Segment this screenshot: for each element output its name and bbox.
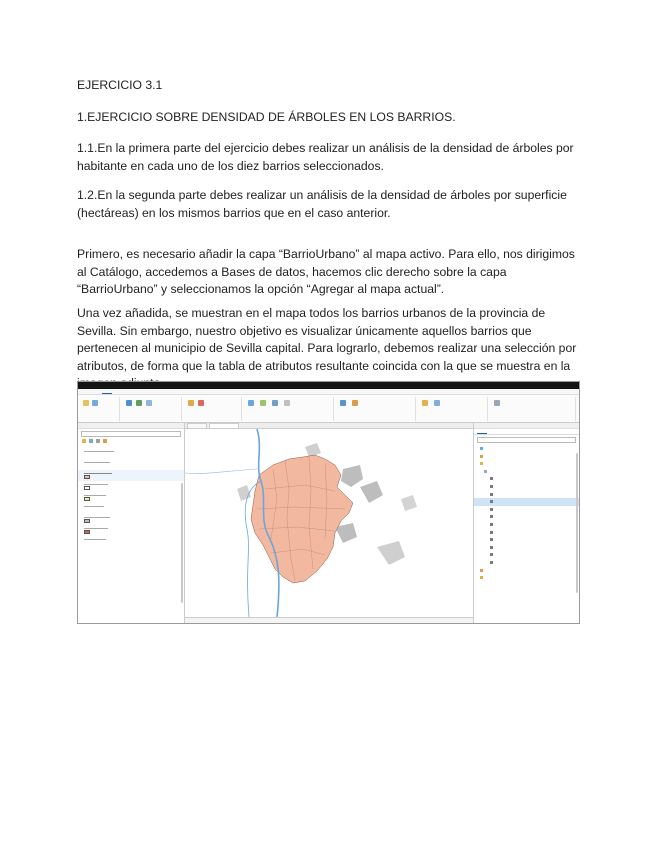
catalog-search-input[interactable]	[477, 437, 576, 443]
layer-item[interactable]	[78, 514, 184, 525]
feature-class-icon	[490, 546, 493, 549]
layer-item[interactable]	[78, 459, 184, 470]
catalog-item-maps[interactable]	[474, 445, 579, 453]
ribbon-tab	[142, 389, 154, 394]
feature-class-icon	[490, 508, 493, 511]
feature-class-icon	[490, 553, 493, 556]
layer-item[interactable]	[78, 481, 184, 492]
add-data-icon	[188, 400, 194, 406]
intro-paragraph: Primero, es necesario añadir la capa “BarrioUrbano” al mapa activo. Para ello, nos dirigimos al Catálogo, accedemos a Bases de datos, hacemos clic derecho sobre la capa “BarrioUrbano” y seleccionamos la opción “Agregar al mapa actual”.	[77, 247, 575, 296]
layer-item[interactable]	[78, 536, 184, 547]
select-by-location-icon	[272, 400, 278, 406]
layer-item[interactable]	[78, 503, 184, 514]
copy-icon	[92, 400, 98, 406]
select-by-attributes-icon	[260, 400, 266, 406]
ribbon-group-layer	[184, 397, 242, 421]
item-1-2: 1.2.En la segunda parte debes realizar un análisis de la densidad de árboles por superficie (hectáreas) en los mismos barrios que en el caso anterior.	[77, 188, 567, 220]
draw-order-icon[interactable]	[82, 439, 86, 443]
layer-name	[84, 459, 110, 463]
feature-class-icon	[490, 477, 493, 480]
ribbon-tab	[201, 389, 211, 394]
ribbon-group-inquiry	[336, 397, 416, 421]
folder-icon	[480, 447, 483, 450]
catalog-tab[interactable]	[493, 429, 503, 434]
layer-swatch	[84, 486, 90, 490]
ribbon-group-selection	[244, 397, 334, 421]
clipboard-icon	[83, 400, 89, 406]
catalog-item-databases[interactable]	[474, 460, 579, 468]
layer-item[interactable]	[78, 448, 184, 459]
feature-class-icon	[490, 523, 493, 526]
added-layer-paragraph: Una vez añadida, se muestran en el mapa todos los barrios urbanos de la provincia de Sevilla. Sin embargo, nuestro objetivo es visualizar únicamente aquellos barrios que pertenecen al municipio de Sevilla capital. Para lograrlo, debemos realizar una selección por atributos, de forma que la tabla de atributos resultante coincida con la que se muestra en la	[77, 306, 577, 373]
toolbox-icon	[480, 455, 483, 458]
layer-swatch	[84, 530, 90, 534]
feature-class-icon	[490, 531, 493, 534]
barrios-swatch	[84, 475, 90, 479]
layer-name	[84, 536, 106, 540]
label-icon	[422, 400, 428, 406]
select-icon	[248, 400, 254, 406]
map-view[interactable]	[185, 423, 473, 623]
editing-icon[interactable]	[103, 439, 107, 443]
ribbon-tab	[121, 389, 133, 394]
measure-icon	[340, 400, 346, 406]
catalog-feature-class[interactable]	[474, 551, 579, 559]
feature-class-icon	[490, 485, 493, 488]
layer-item[interactable]	[78, 492, 184, 503]
contents-scrollbar[interactable]	[181, 483, 183, 603]
layer-name	[84, 503, 104, 507]
feature-class-icon	[490, 500, 493, 503]
explore-icon	[126, 400, 132, 406]
layer-swatch	[84, 519, 90, 523]
ribbon-group-labeling	[418, 397, 488, 421]
geodatabase-icon	[484, 470, 487, 473]
database-icon	[480, 462, 483, 465]
folder-icon	[480, 569, 483, 572]
feature-class-icon	[490, 515, 493, 518]
sync-icon	[494, 400, 500, 406]
basemap-icon	[198, 400, 204, 406]
layer-name	[84, 514, 110, 518]
layer-name	[84, 525, 108, 529]
contents-pane-title	[78, 423, 184, 429]
catalog-feature-class[interactable]	[474, 529, 579, 537]
source-icon[interactable]	[89, 439, 93, 443]
catalog-feature-class[interactable]	[474, 513, 579, 521]
catalog-feature-class[interactable]	[474, 475, 579, 483]
folder-icon	[480, 576, 483, 579]
layer-swatch	[84, 497, 90, 501]
clear-selection-icon	[284, 400, 290, 406]
layer-name	[84, 492, 106, 496]
section-heading: 1.EJERCICIO SOBRE DENSIDAD DE ÁRBOLES EN LOS BARRIOS.	[77, 110, 456, 124]
catalog-feature-class[interactable]	[474, 559, 579, 567]
catalog-feature-class[interactable]	[474, 521, 579, 529]
item-1-1: 1.1.En la primera parte del ejercicio debes realizar un análisis de la densidad de árboles por habitante en cada uno de los diez barrios seleccionados.	[77, 141, 574, 173]
map-status-bar	[185, 617, 473, 623]
catalog-tabs	[474, 429, 579, 435]
catalog-tab-project[interactable]	[477, 429, 487, 434]
bookmark-icon	[136, 400, 142, 406]
exercise-title: EJERCICIO 3.1	[77, 78, 163, 92]
zoom-icon	[146, 400, 152, 406]
catalog-feature-class[interactable]	[474, 536, 579, 544]
catalog-scrollbar[interactable]	[576, 453, 578, 593]
layer-name	[84, 448, 114, 452]
layer-item[interactable]	[78, 525, 184, 536]
catalog-item-geodatabase[interactable]	[474, 468, 579, 476]
catalog-tab[interactable]	[509, 429, 523, 434]
download-map-icon	[434, 400, 440, 406]
ribbon-group-navigate	[122, 397, 182, 421]
ribbon-tab-active	[102, 389, 112, 394]
ribbon-tab	[163, 389, 173, 394]
contents-search-input[interactable]	[81, 431, 181, 437]
catalog-pane	[473, 423, 579, 623]
map-canvas	[185, 429, 473, 617]
layer-name	[84, 481, 108, 485]
catalog-item-toolboxes[interactable]	[474, 453, 579, 461]
contents-pane	[78, 423, 185, 623]
contents-toolbar	[82, 439, 184, 448]
feature-class-icon	[490, 493, 493, 496]
catalog-feature-class-barrio-urbano[interactable]	[474, 498, 579, 506]
catalog-feature-class[interactable]	[474, 491, 579, 499]
ribbon-tab	[182, 389, 192, 394]
ribbon-group-offline	[490, 397, 576, 421]
feature-class-icon	[490, 538, 493, 541]
catalog-item-folders[interactable]	[474, 574, 579, 582]
catalog-item-styles[interactable]	[474, 567, 579, 575]
layer-item-barrio-urbano[interactable]	[78, 470, 184, 481]
locate-icon	[352, 400, 358, 406]
embedded-screenshot	[77, 381, 580, 624]
catalog-feature-class[interactable]	[474, 506, 579, 514]
ribbon	[78, 395, 579, 423]
layer-name	[84, 470, 112, 474]
catalog-feature-class[interactable]	[474, 483, 579, 491]
feature-class-icon	[490, 561, 493, 564]
selection-icon[interactable]	[96, 439, 100, 443]
app-title-bar	[78, 382, 579, 389]
ribbon-group	[80, 397, 120, 421]
catalog-feature-class[interactable]	[474, 544, 579, 552]
